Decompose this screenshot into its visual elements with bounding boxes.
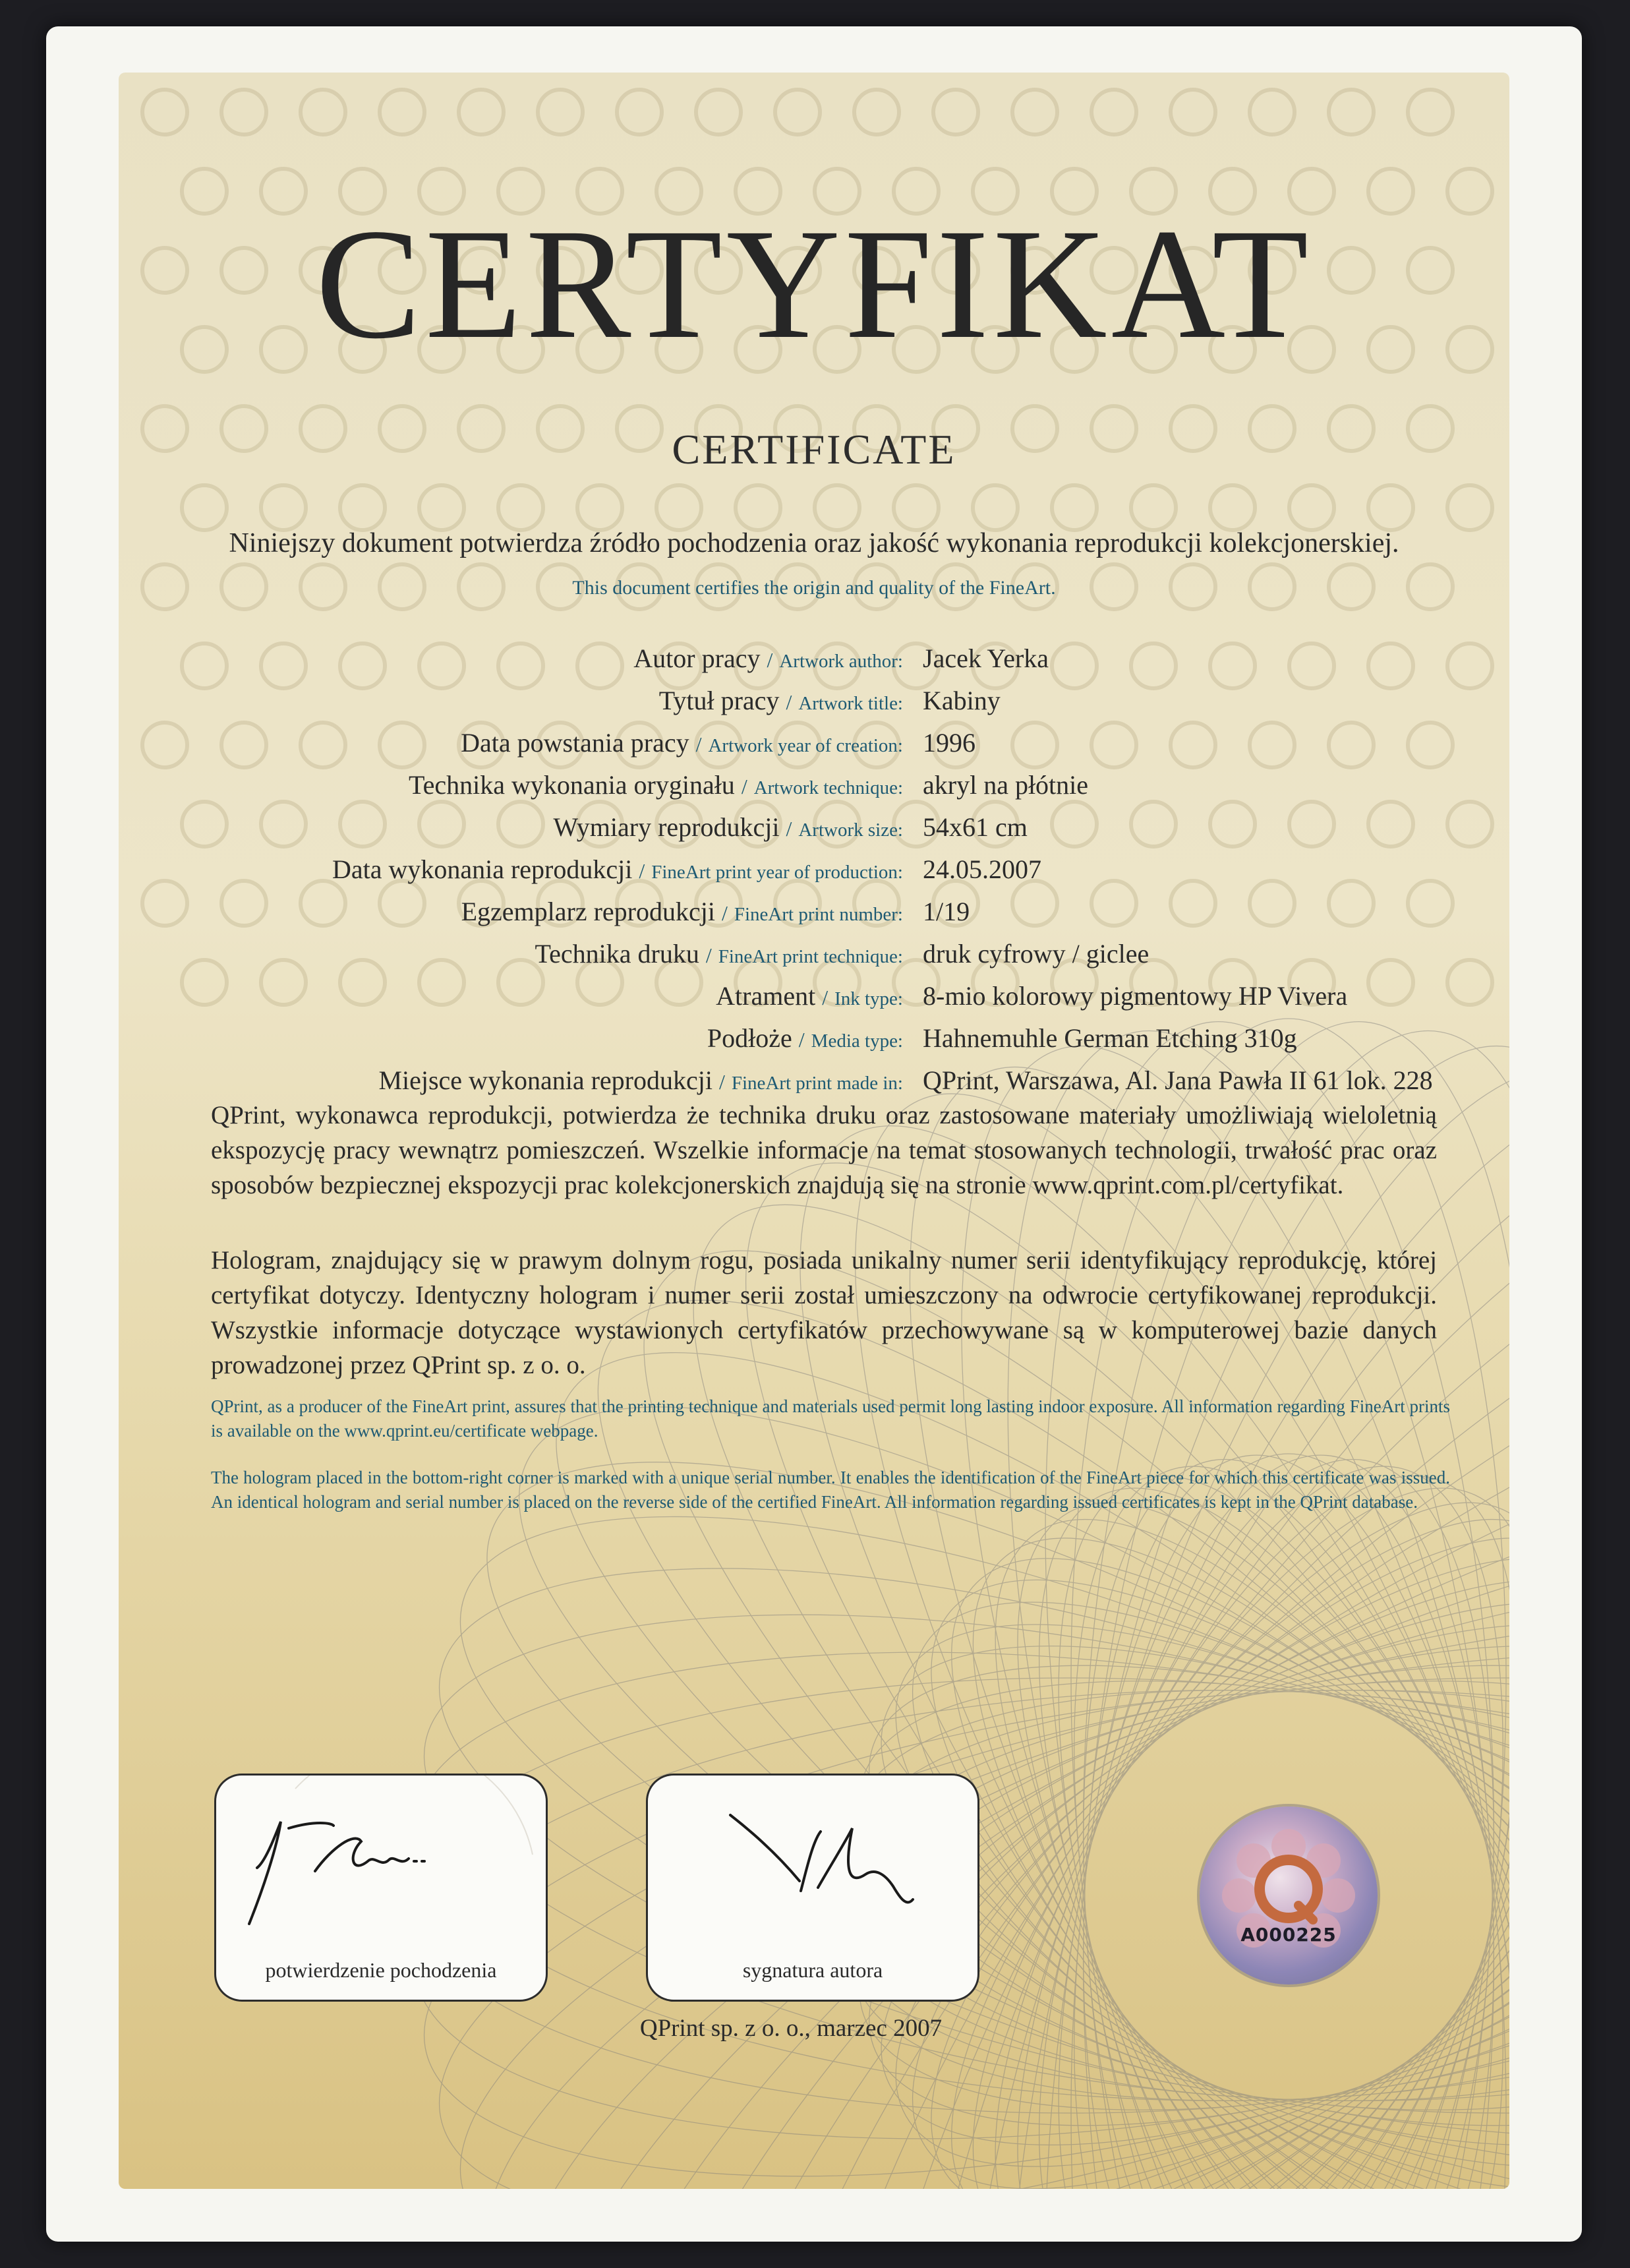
label-pl: Data powstania pracy [461,728,689,758]
detail-value: akryl na płótnie [923,770,1089,800]
detail-row: Wymiary reprodukcji / Artwork size: 54x61 cm [553,812,1028,842]
detail-row: Tytuł pracy / Artwork title: Kabiny [658,686,1001,715]
detail-row: Autor pracy / Artwork author: Jacek Yerka [633,643,1049,673]
detail-row: Technika druku / FineArt print technique: druk cyfrowy / giclee [535,939,1150,969]
detail-value: 54x61 cm [923,812,1028,842]
detail-value: druk cyfrowy / giclee [923,939,1150,969]
label-en: Media type: [811,1030,903,1052]
label-pl: Technika druku [535,939,699,969]
hologram-serial: A000225 [1240,1924,1337,1946]
author-signature-box [646,1774,979,2002]
label-pl: Data wykonania reprodukcji [332,854,633,884]
detail-value: 1996 [923,728,975,758]
hologram-paragraph-en: The hologram placed in the bottom-right corner is marked with a unique serial number. It enables the identification of the FineArt piece for which this certificate was issued. An identical hologram and serial number is placed on the reverse side of the certified FineArt. All information regarding issued certificates is kept in the QPrint database. [211,1468,1450,1512]
origin-signature-box [214,1774,548,2002]
label-pl: Miejsce wykonania reprodukcji [378,1065,713,1095]
certificate-subtitle: CERTIFICATE [672,426,956,473]
certificate-panel [119,73,1509,2189]
label-en: Ink type: [834,988,903,1009]
detail-value: Kabiny [923,686,1001,715]
detail-row: Egzemplarz reprodukcji / FineArt print number: 1/19 [461,897,970,926]
issuer-footer: QPrint sp. z o. o., marzec 2007 [639,2015,943,2042]
label-en: Artwork year of creation: [708,735,903,756]
author-caption: sygnatura autora [742,1958,883,1982]
certificate-title: CERTYFIKAT [315,196,1313,371]
durability-paragraph-pl: QPrint, wykonawca reprodukcji, potwierdza że technika druku oraz zastosowane materiały umożliwiają wieloletnią ekspozycję pracy wewnątrz pomieszczeń. Wszelkie informacje na temat stosowanych technologii, trwałość prac oraz sposobów bezpiecznej ekspozycji prac kolekcjonerskich znajdują się na stronie www.qprint.com.pl/certyfikat. [211,1101,1437,1199]
label-en: Artwork size: [798,820,903,841]
label-pl: Podłoże [707,1023,792,1053]
intro-text-pl: Niniejszy dokument potwierdza źródło pochodzenia oraz jakość wykonania reprodukcji kolekcjonerskiej. [229,528,1399,558]
hologram-paragraph-pl: Hologram, znajdujący się w prawym dolnym rogu, posiada unikalny numer serii identyfikujący reprodukcję, której certyfikat dotyczy. Identyczny hologram i numer serii został umieszczony na odwrocie certyfikowanej reprodukcji. Wszystkie informacje dotyczące wystawionych certyfikatów przechowywane są w komputerowej bazie danych prowadzonej przez QPrint sp. z o. o. [211,1246,1437,1379]
label-pl: Wymiary reprodukcji [553,812,780,842]
detail-row: Data powstania pracy / Artwork year of creation: 1996 [461,728,975,758]
detail-value: 1/19 [923,897,970,926]
certificate-paper [46,26,1582,2242]
label-en: Artwork title: [798,693,903,714]
label-pl: Tytuł pracy [658,686,780,715]
detail-row: Technika wykonania oryginału / Artwork technique: akryl na płótnie [408,770,1089,800]
detail-value: 24.05.2007 [923,854,1041,884]
label-en: FineArt print made in: [731,1073,903,1094]
label-pl: Egzemplarz reprodukcji [461,897,715,926]
label-en: FineArt print year of production: [651,862,903,883]
label-pl: Atrament [716,981,816,1011]
label-pl: Technika wykonania oryginału [408,770,735,800]
hologram-sticker [1200,1806,1378,1984]
origin-caption: potwierdzenie pochodzenia [265,1958,497,1982]
detail-value: 8-mio kolorowy pigmentowy HP Vivera [923,981,1348,1011]
detail-row: Miejsce wykonania reprodukcji / FineArt print made in: QPrint, Warszawa, Al. Jana Pawła II 61 lok. 228 [378,1065,1433,1095]
durability-paragraph-en: QPrint, as a producer of the FineArt print, assures that the printing technique and materials used permit long lasting indoor exposure. All information regarding FineArt prints is available on the www.qprint.eu/certificate webpage. [211,1396,1450,1441]
label-en: FineArt print number: [734,904,903,925]
intro-text-en: This document certifies the origin and quality of the FineArt. [572,577,1056,599]
label-pl: Autor pracy [633,643,761,673]
detail-value: Hahnemuhle German Etching 310g [923,1023,1297,1053]
detail-row: Data wykonania reprodukcji / FineArt print year of production: 24.05.2007 [332,854,1041,884]
qprint-logo-icon [1200,1806,1378,1984]
detail-value: QPrint, Warszawa, Al. Jana Pawła II 61 lok. 228 [923,1065,1433,1095]
label-en: Artwork author: [779,651,903,672]
label-en: FineArt print technique: [718,946,903,967]
detail-row: Atrament / Ink type: 8-mio kolorowy pigmentowy HP Vivera [716,981,1348,1011]
detail-row: Podłoże / Media type: Hahnemuhle German Etching 310g [707,1023,1297,1053]
detail-value: Jacek Yerka [923,643,1049,673]
label-en: Artwork technique: [753,777,903,798]
